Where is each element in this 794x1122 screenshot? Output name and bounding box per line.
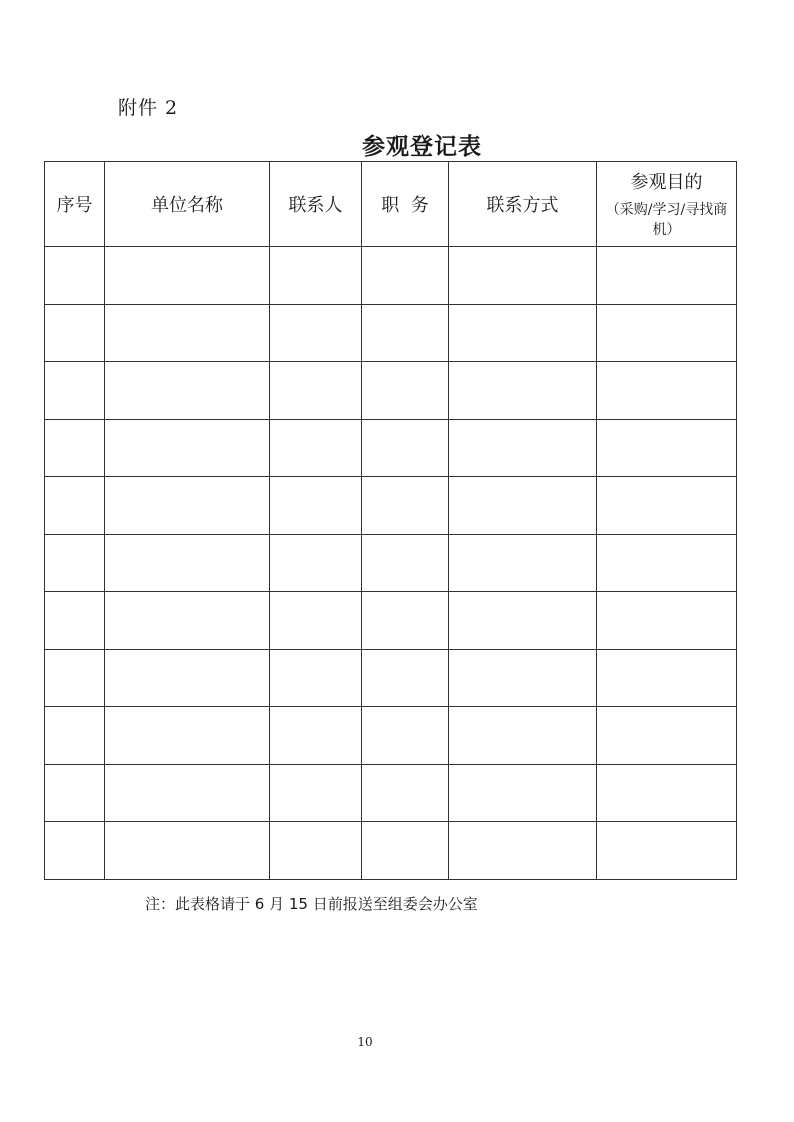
table-row: [45, 822, 737, 880]
contact-method-cell[interactable]: [449, 304, 597, 362]
seq-cell[interactable]: [45, 707, 105, 765]
position-cell[interactable]: [362, 247, 449, 305]
org-name-cell[interactable]: [105, 534, 270, 592]
seq-cell[interactable]: [45, 592, 105, 650]
org-name-cell[interactable]: [105, 592, 270, 650]
position-cell[interactable]: [362, 477, 449, 535]
position-cell[interactable]: [362, 534, 449, 592]
seq-cell[interactable]: [45, 534, 105, 592]
position-cell[interactable]: [362, 707, 449, 765]
purpose-cell[interactable]: [597, 592, 737, 650]
table-row: [45, 362, 737, 420]
table-body: [45, 247, 737, 880]
table-row: [45, 592, 737, 650]
purpose-cell[interactable]: [597, 822, 737, 880]
table-row: [45, 477, 737, 535]
contact-method-cell[interactable]: [449, 534, 597, 592]
registration-table: [44, 161, 737, 880]
org-name-cell[interactable]: [105, 419, 270, 477]
table-header-row: [45, 162, 737, 247]
seq-cell[interactable]: [45, 362, 105, 420]
seq-cell[interactable]: [45, 247, 105, 305]
contact-method-cell[interactable]: [449, 764, 597, 822]
seq-cell[interactable]: [45, 419, 105, 477]
contact-person-cell[interactable]: [270, 764, 362, 822]
header-seq: 序号: [45, 162, 105, 247]
contact-person-cell[interactable]: [270, 362, 362, 420]
footnote: 注：此表格请于 6 月 15 日前报送至组委会办公室: [145, 895, 478, 913]
contact-method-cell[interactable]: [449, 419, 597, 477]
contact-method-cell[interactable]: [449, 707, 597, 765]
seq-cell[interactable]: [45, 304, 105, 362]
table-row: [45, 764, 737, 822]
table-row: [45, 419, 737, 477]
contact-person-cell[interactable]: [270, 477, 362, 535]
contact-method-cell[interactable]: [449, 649, 597, 707]
position-cell[interactable]: [362, 592, 449, 650]
header-org-name: 单位名称: [105, 162, 270, 247]
seq-cell[interactable]: [45, 822, 105, 880]
seq-cell[interactable]: [45, 649, 105, 707]
purpose-cell[interactable]: [597, 419, 737, 477]
contact-method-cell[interactable]: [449, 477, 597, 535]
position-cell[interactable]: [362, 362, 449, 420]
table-row: [45, 247, 737, 305]
contact-person-cell[interactable]: [270, 419, 362, 477]
seq-cell[interactable]: [45, 764, 105, 822]
header-position: 职 务: [362, 162, 449, 247]
contact-person-cell[interactable]: [270, 822, 362, 880]
contact-person-cell[interactable]: [270, 592, 362, 650]
contact-person-cell[interactable]: [270, 649, 362, 707]
header-purpose-note: （采购/学习/寻找商机）: [605, 202, 728, 238]
table-row: [45, 304, 737, 362]
contact-method-cell[interactable]: [449, 362, 597, 420]
header-purpose: [597, 162, 737, 247]
table-row: [45, 534, 737, 592]
org-name-cell[interactable]: [105, 764, 270, 822]
header-purpose-label: 参观目的: [630, 172, 703, 193]
org-name-cell[interactable]: [105, 707, 270, 765]
header-contact-method: 联系方式: [449, 162, 597, 247]
contact-method-cell[interactable]: [449, 592, 597, 650]
purpose-cell[interactable]: [597, 764, 737, 822]
position-cell[interactable]: [362, 419, 449, 477]
contact-person-cell[interactable]: [270, 247, 362, 305]
table-row: [45, 649, 737, 707]
page-number: 10: [357, 1035, 373, 1049]
header-contact-person: 联系人: [270, 162, 362, 247]
org-name-cell[interactable]: [105, 304, 270, 362]
position-cell[interactable]: [362, 822, 449, 880]
purpose-cell[interactable]: [597, 477, 737, 535]
purpose-cell[interactable]: [597, 649, 737, 707]
table-row: [45, 707, 737, 765]
contact-person-cell[interactable]: [270, 534, 362, 592]
purpose-cell[interactable]: [597, 304, 737, 362]
position-cell[interactable]: [362, 649, 449, 707]
org-name-cell[interactable]: [105, 822, 270, 880]
org-name-cell[interactable]: [105, 247, 270, 305]
seq-cell[interactable]: [45, 477, 105, 535]
contact-method-cell[interactable]: [449, 247, 597, 305]
position-cell[interactable]: [362, 304, 449, 362]
org-name-cell[interactable]: [105, 477, 270, 535]
purpose-cell[interactable]: [597, 247, 737, 305]
purpose-cell[interactable]: [597, 707, 737, 765]
purpose-cell[interactable]: [597, 362, 737, 420]
org-name-cell[interactable]: [105, 362, 270, 420]
page-title: 参观登记表: [362, 134, 482, 160]
org-name-cell[interactable]: [105, 649, 270, 707]
contact-person-cell[interactable]: [270, 304, 362, 362]
purpose-cell[interactable]: [597, 534, 737, 592]
attachment-label: 附件 2: [118, 97, 179, 119]
position-cell[interactable]: [362, 764, 449, 822]
contact-person-cell[interactable]: [270, 707, 362, 765]
contact-method-cell[interactable]: [449, 822, 597, 880]
